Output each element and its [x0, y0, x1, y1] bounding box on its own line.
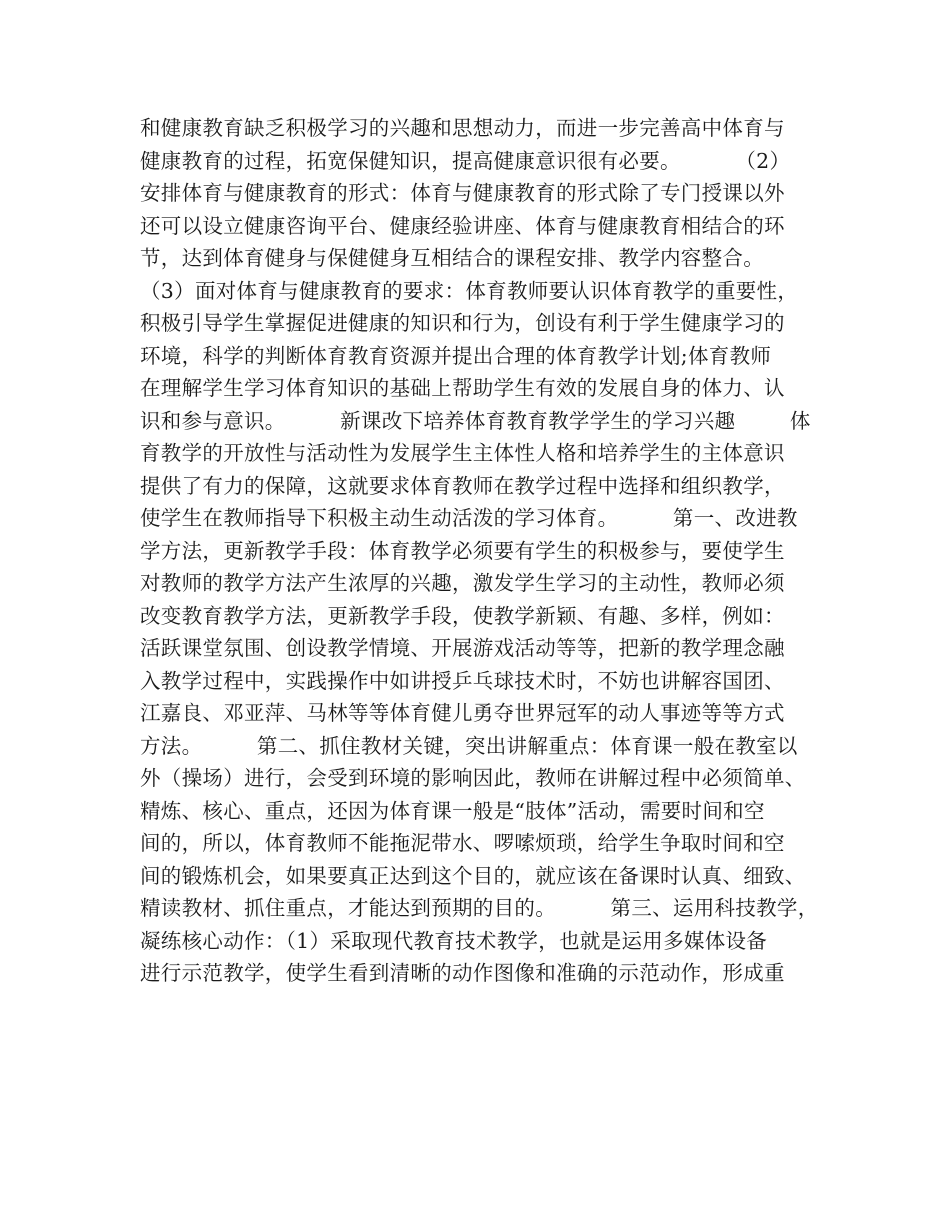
- text-line: 还可以设立健康咨询平台、健康经验讲座、体育与健康教育相结合的环: [140, 213, 785, 238]
- text-line: 节，达到体育健身与保健健身互相结合的课程安排、教学内容整合。: [140, 246, 764, 270]
- text-line: （3）面对体育与健康教育的要求：体育教师要认识体育教学的重要性，: [140, 278, 799, 303]
- text-line: 安排体育与健康教育的形式：体育与健康教育的形式除了专门授课以外: [140, 181, 785, 205]
- text-line: 间的锻炼机会，如果要真正达到这个目的，就应该在备课时认真、细致、: [140, 863, 806, 888]
- text-line: 环境，科学的判断体育教育资源并提出合理的体育教学计划;体育教师: [140, 343, 772, 368]
- body-text: [140, 112, 840, 990]
- text-line: 方法。 第二、抓住教材关键，突出讲解重点：体育课一般在教室以: [140, 733, 798, 758]
- text-line: 积极引导学生掌握促进健康的知识和行为，创设有利于学生健康学习的: [140, 311, 785, 335]
- text-line: 提供了有力的保障，这就要求体育教师在教学过程中选择和组织教学，: [140, 473, 785, 498]
- text-line: 健康教育的过程，拓宽保健知识，提高健康意识很有必要。 （2）: [140, 148, 791, 173]
- text-line: 和健康教育缺乏积极学习的兴趣和思想动力，而进一步完善高中体育与: [140, 116, 785, 140]
- text-line: 精炼、核心、重点，还因为体育课一般是“肢体”活动，需要时间和空: [140, 798, 765, 823]
- text-line: 对教师的教学方法产生浓厚的兴趣，激发学生学习的主动性，教师必须: [140, 571, 785, 595]
- text-line: 学方法，更新教学手段：体育教学必须要有学生的积极参与，要使学生: [140, 538, 785, 563]
- text-line: 活跃课堂氛围、创设教学情境、开展游戏活动等等，把新的教学理念融: [140, 636, 785, 660]
- text-line: 使学生在教师指导下积极主动生动活泼的学习体育。 第一、改进教: [140, 506, 798, 530]
- text-line: 入教学过程中，实践操作中如讲授乒乓球技术时，不妨也讲解容国团、: [140, 668, 785, 693]
- text-line: 精读教材、抓住重点，才能达到预期的目的。 第三、运用科技教学，: [140, 896, 819, 920]
- text-line: 在理解学生学习体育知识的基础上帮助学生有效的发展自身的体力、认: [140, 376, 785, 400]
- text-line: 外（操场）进行，会受到环境的影响因此，教师在讲解过程中必须简单、: [140, 766, 806, 790]
- text-line: 识和参与意识。 新课改下培养体育教育教学学生的学习兴趣 体: [140, 408, 811, 433]
- text-line: 江嘉良、邓亚萍、马林等等体育健儿勇夺世界冠军的动人事迹等等方式: [140, 701, 785, 725]
- text-line: 育教学的开放性与活动性为发展学生主体性人格和培养学生的主体意识: [140, 441, 785, 465]
- text-line: 间的，所以，体育教师不能拖泥带水、啰嗦烦琐，给学生争取时间和空: [140, 831, 785, 855]
- text-line: 凝练核心动作：（1）采取现代教育技术教学，也就是运用多媒体设备: [140, 928, 768, 953]
- text-line: 改变教育教学方法，更新教学手段，使教学新颖、有趣、多样，例如：: [140, 603, 785, 628]
- text-line: 进行示范教学，使学生看到清晰的动作图像和准确的示范动作，形成重: [140, 961, 785, 985]
